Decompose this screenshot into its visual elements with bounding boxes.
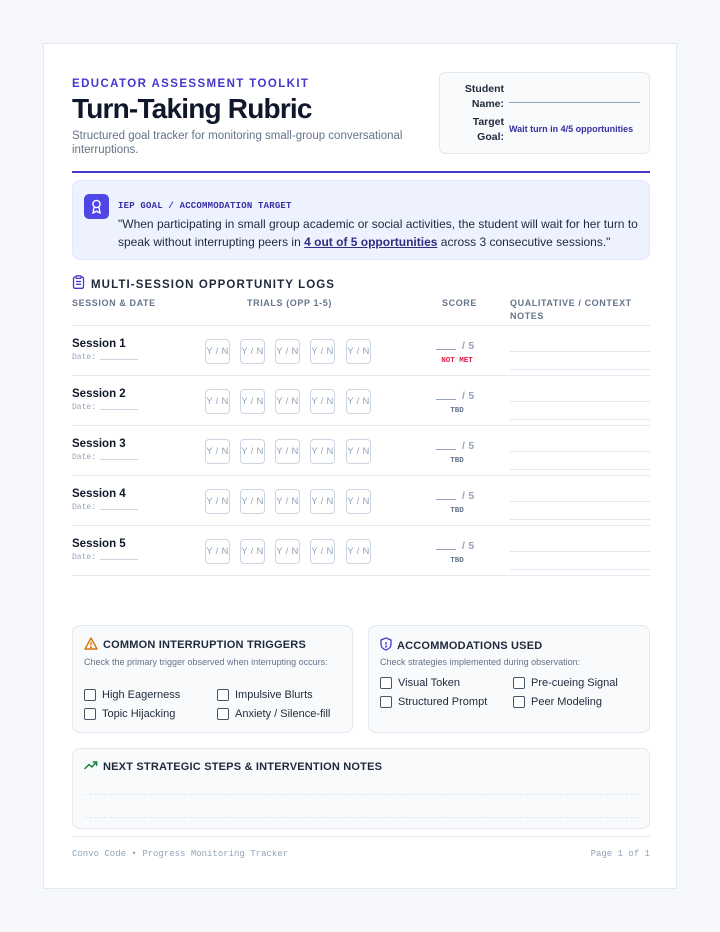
session-name: Session 1 bbox=[72, 338, 126, 350]
session-date-field[interactable] bbox=[100, 509, 138, 510]
notes-line[interactable] bbox=[510, 351, 650, 352]
session-date-field[interactable] bbox=[100, 559, 138, 560]
session-name: Session 5 bbox=[72, 538, 126, 550]
notes-line[interactable] bbox=[510, 451, 650, 452]
trial-box-4[interactable]: Y / N bbox=[310, 489, 335, 514]
status-badge: NOT MET bbox=[441, 357, 473, 365]
trial-box-1[interactable]: Y / N bbox=[205, 489, 230, 514]
trial-box-2[interactable]: Y / N bbox=[240, 439, 265, 464]
session-date: Date: bbox=[72, 553, 138, 562]
logs-section-header bbox=[72, 275, 335, 294]
status-badge: TBD bbox=[450, 407, 464, 415]
next-steps-title-wrap bbox=[84, 760, 382, 773]
notes-line[interactable] bbox=[510, 501, 650, 502]
accommodations-title: ACCOMMODATIONS USED bbox=[397, 639, 543, 652]
checkbox-square[interactable] bbox=[513, 677, 525, 689]
checkbox-square[interactable] bbox=[380, 677, 392, 689]
iep-goal-panel bbox=[72, 180, 650, 260]
triggers-title-wrap bbox=[84, 637, 306, 653]
session-score[interactable]: / 5 bbox=[436, 390, 475, 402]
checkbox-square[interactable] bbox=[380, 696, 392, 708]
table-row bbox=[72, 476, 650, 526]
trial-box-4[interactable]: Y / N bbox=[310, 389, 335, 414]
session-date: Date: bbox=[72, 403, 138, 412]
notes-line[interactable] bbox=[84, 817, 638, 818]
trial-box-5[interactable]: Y / N bbox=[346, 489, 371, 514]
notes-line[interactable] bbox=[510, 551, 650, 552]
accommodations-title-wrap bbox=[380, 637, 542, 654]
triggers-panel bbox=[72, 625, 353, 733]
session-score[interactable]: / 5 bbox=[436, 440, 475, 452]
award-ribbon-icon bbox=[84, 194, 109, 219]
warning-triangle-icon bbox=[84, 637, 98, 653]
notes-line[interactable] bbox=[510, 401, 650, 402]
checkbox-square[interactable] bbox=[84, 689, 96, 701]
session-score[interactable]: / 5 bbox=[436, 340, 475, 352]
notes-line[interactable] bbox=[510, 519, 650, 520]
header-divider bbox=[72, 171, 650, 173]
student-info-card bbox=[439, 72, 650, 154]
trial-box-5[interactable]: Y / N bbox=[346, 389, 371, 414]
trial-box-5[interactable]: Y / N bbox=[346, 539, 371, 564]
footer-divider bbox=[72, 836, 650, 837]
accommodation-checkbox-structured-prompt[interactable]: Structured Prompt bbox=[380, 696, 487, 708]
footer-page-number: Page 1 of 1 bbox=[590, 849, 650, 859]
trial-box-4[interactable]: Y / N bbox=[310, 339, 335, 364]
notes-line[interactable] bbox=[510, 569, 650, 570]
session-score[interactable]: / 5 bbox=[436, 540, 475, 552]
footer-left: Convo Code • Progress Monitoring Tracker bbox=[72, 849, 289, 859]
checkbox-square[interactable] bbox=[217, 708, 229, 720]
trial-box-5[interactable]: Y / N bbox=[346, 339, 371, 364]
trial-box-3[interactable]: Y / N bbox=[275, 539, 300, 564]
session-name: Session 4 bbox=[72, 488, 126, 500]
accommodations-panel bbox=[368, 625, 650, 733]
student-name-field[interactable] bbox=[509, 102, 640, 103]
col-header-trials: TRIALS (OPP 1-5) bbox=[247, 298, 332, 308]
notes-line[interactable] bbox=[510, 419, 650, 420]
target-goal-value: Wait turn in 4/5 opportunities bbox=[509, 124, 634, 134]
trigger-checkbox-topic-hijacking[interactable]: Topic Hijacking bbox=[84, 708, 175, 720]
trial-box-1[interactable]: Y / N bbox=[205, 439, 230, 464]
status-badge: TBD bbox=[450, 557, 464, 565]
trial-box-4[interactable]: Y / N bbox=[310, 539, 335, 564]
trial-box-3[interactable]: Y / N bbox=[275, 489, 300, 514]
trial-box-1[interactable]: Y / N bbox=[205, 389, 230, 414]
target-goal-label: Target Goal: bbox=[472, 116, 504, 143]
status-badge: TBD bbox=[450, 457, 464, 465]
session-date-field[interactable] bbox=[100, 359, 138, 360]
col-header-notes: QUALITATIVE / CONTEXT NOTES bbox=[510, 298, 632, 321]
page-subtitle: Structured goal tracker for monitoring small-group conversational interruptions. bbox=[72, 130, 403, 156]
triggers-desc: Check the primary trigger observed when interrupting occurs: bbox=[84, 657, 328, 667]
checkbox-square[interactable] bbox=[513, 696, 525, 708]
trial-box-1[interactable]: Y / N bbox=[205, 339, 230, 364]
next-steps-title: NEXT STRATEGIC STEPS & INTERVENTION NOTES bbox=[103, 760, 383, 773]
trigger-checkbox-anxiety[interactable]: Anxiety / Silence-fill bbox=[217, 708, 330, 720]
trending-up-icon bbox=[84, 760, 98, 773]
accommodation-checkbox-visual-token[interactable]: Visual Token bbox=[380, 677, 460, 689]
shield-icon bbox=[380, 637, 392, 654]
trial-box-3[interactable]: Y / N bbox=[275, 439, 300, 464]
notes-line[interactable] bbox=[510, 369, 650, 370]
iep-goal-text: "When participating in small group academic or social activities, the student will wait for her turn to speak without interrupting peers in 4 out of 5 opportunities across 3 consecutive sessions." bbox=[118, 217, 638, 249]
session-date: Date: bbox=[72, 353, 138, 362]
checkbox-square[interactable] bbox=[217, 689, 229, 701]
logs-section-title: MULTI-SESSION OPPORTUNITY LOGS bbox=[91, 278, 336, 291]
clipboard-icon bbox=[72, 275, 85, 294]
trial-box-2[interactable]: Y / N bbox=[240, 539, 265, 564]
session-score[interactable]: / 5 bbox=[436, 490, 475, 502]
session-date: Date: bbox=[72, 503, 138, 512]
col-header-score: SCORE bbox=[442, 298, 478, 308]
session-name: Session 2 bbox=[72, 388, 126, 400]
table-row bbox=[72, 526, 650, 576]
table-row bbox=[72, 426, 650, 476]
iep-goal-highlight: 4 out of 5 opportunities bbox=[304, 235, 438, 249]
trial-box-2[interactable]: Y / N bbox=[240, 389, 265, 414]
session-date-field[interactable] bbox=[100, 459, 138, 460]
session-date: Date: bbox=[72, 453, 138, 462]
trial-box-4[interactable]: Y / N bbox=[310, 439, 335, 464]
accommodation-checkbox-peer-modeling[interactable]: Peer Modeling bbox=[513, 696, 602, 708]
trigger-checkbox-impulsive-blurts[interactable]: Impulsive Blurts bbox=[217, 689, 313, 701]
accommodation-checkbox-pre-cueing[interactable]: Pre-cueing Signal bbox=[513, 677, 618, 689]
rubric-page bbox=[43, 43, 677, 889]
trial-box-3[interactable]: Y / N bbox=[275, 389, 300, 414]
table-row bbox=[72, 326, 650, 376]
kicker: EDUCATOR ASSESSMENT TOOLKIT bbox=[72, 78, 310, 90]
notes-line[interactable] bbox=[84, 794, 638, 795]
next-steps-panel bbox=[72, 748, 650, 829]
table-row bbox=[72, 376, 650, 426]
session-date-field[interactable] bbox=[100, 409, 138, 410]
session-name: Session 3 bbox=[72, 438, 126, 450]
trial-box-2[interactable]: Y / N bbox=[240, 339, 265, 364]
trial-box-2[interactable]: Y / N bbox=[240, 489, 265, 514]
checkbox-square[interactable] bbox=[84, 708, 96, 720]
accommodations-desc: Check strategies implemented during observation: bbox=[380, 657, 581, 667]
trial-box-5[interactable]: Y / N bbox=[346, 439, 371, 464]
trial-box-3[interactable]: Y / N bbox=[275, 339, 300, 364]
trial-box-1[interactable]: Y / N bbox=[205, 539, 230, 564]
page-title: Turn-Taking Rubric bbox=[72, 93, 312, 124]
iep-goal-label: IEP GOAL / ACCOMMODATION TARGET bbox=[118, 201, 292, 211]
notes-line[interactable] bbox=[510, 469, 650, 470]
trigger-checkbox-high-eagerness[interactable]: High Eagerness bbox=[84, 689, 180, 701]
col-header-session: SESSION & DATE bbox=[72, 298, 156, 308]
triggers-title: COMMON INTERRUPTION TRIGGERS bbox=[103, 639, 306, 651]
student-name-label: Student Name: bbox=[464, 83, 504, 110]
status-badge: TBD bbox=[450, 507, 464, 515]
